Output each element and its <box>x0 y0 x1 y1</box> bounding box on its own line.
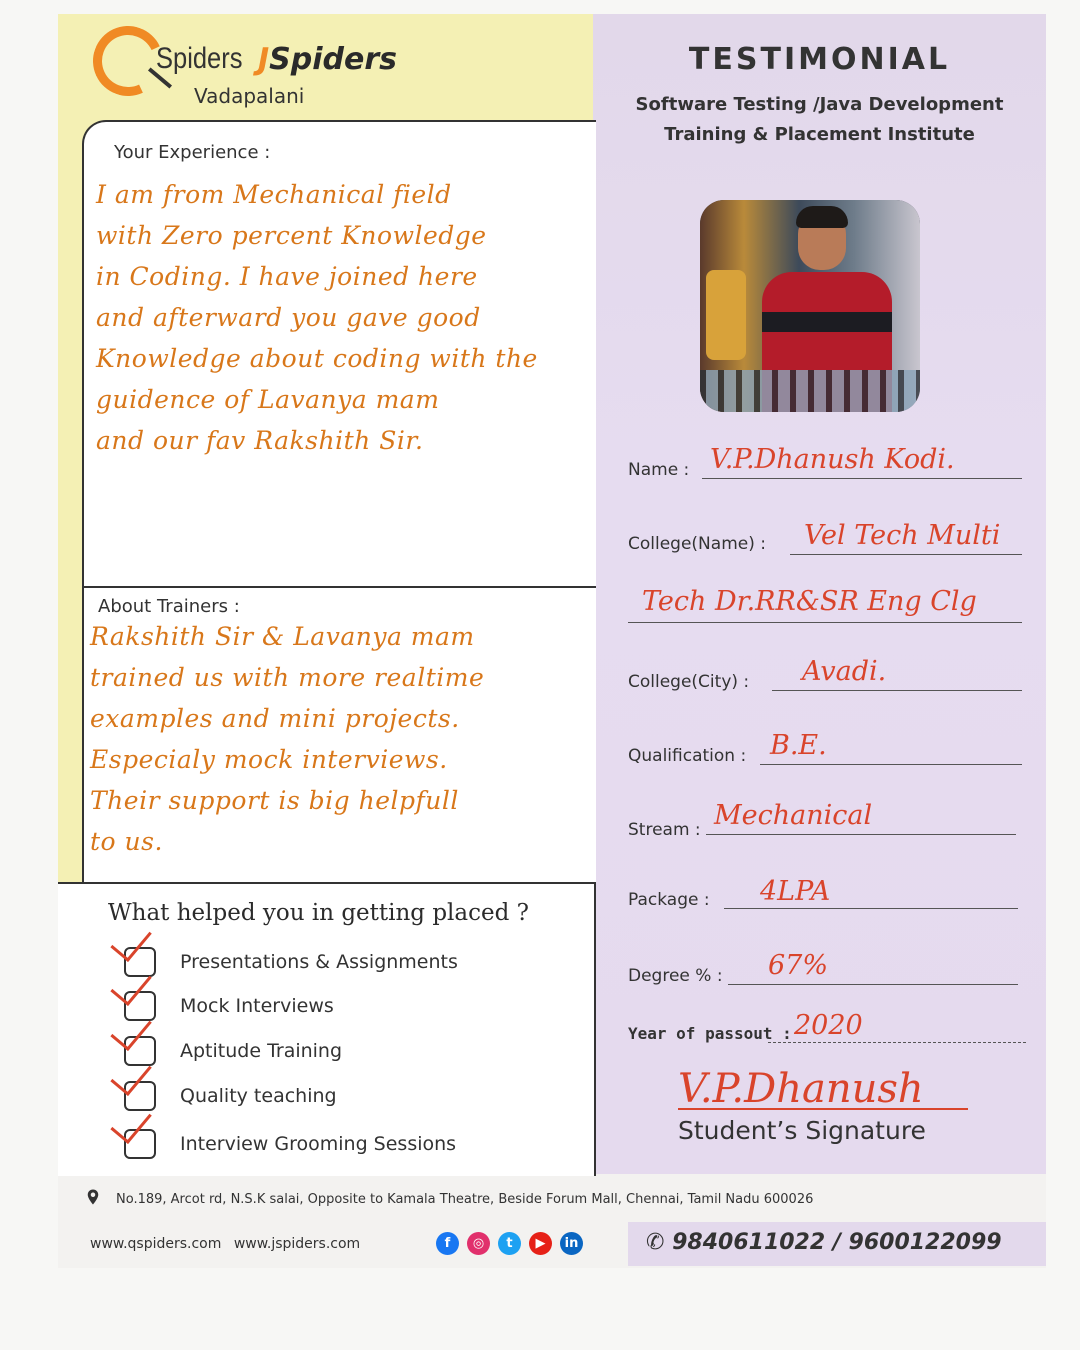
location-pin-icon <box>84 1188 102 1206</box>
testimonial-sheet <box>58 14 1046 1268</box>
college-label: College(Name) : <box>628 534 766 554</box>
checklist-item <box>124 988 334 1024</box>
checklist-item <box>124 1033 342 1069</box>
signature-line <box>678 1108 968 1110</box>
checklist-label: Mock Interviews <box>180 995 334 1017</box>
social-icons <box>436 1232 583 1255</box>
branch-name: Vadapalani <box>194 84 305 108</box>
placement-question: What helped you in getting placed ? <box>108 900 529 926</box>
checklist-item <box>124 1078 337 1114</box>
page-subtitle <box>593 90 1046 150</box>
stream-label: Stream : <box>628 820 701 840</box>
city-label: College(City) : <box>628 672 750 692</box>
websites-text[interactable]: www.qspiders.com www.jspiders.com <box>90 1236 361 1252</box>
trainers-label: About Trainers : <box>98 596 240 617</box>
package-value: 4LPA <box>760 876 831 907</box>
checklist-item <box>124 1126 456 1162</box>
address-text: No.189, Arcot rd, N.S.K salai, Opposite to Kamala Theatre, Beside Forum Mall, Chennai, Tamil Nadu 600026 <box>116 1192 814 1207</box>
college-line-2 <box>628 622 1022 623</box>
checklist-label: Quality teaching <box>180 1085 337 1107</box>
trainers-text: Rakshith Sir & Lavanya mam trained us with more realtime examples and mini projects. Especialy mock interviews. Their support is big helpfull to us. <box>90 622 485 856</box>
city-line <box>772 690 1022 691</box>
package-line <box>724 908 1018 909</box>
phone-text <box>646 1230 1002 1255</box>
checkbox-icon <box>124 1129 156 1159</box>
passout-label: Year of passout : <box>628 1024 792 1043</box>
college-value: Vel Tech Multi <box>804 520 1001 551</box>
degree-label: Degree % : <box>628 966 723 986</box>
page-title: TESTIMONIAL <box>688 42 951 77</box>
degree-value: 67% <box>768 950 829 981</box>
checklist-label: Presentations & Assignments <box>180 951 458 973</box>
stream-line <box>706 834 1016 835</box>
checklist-label: Aptitude Training <box>180 1040 343 1062</box>
college-line <box>790 554 1022 555</box>
qualification-label: Qualification : <box>628 746 747 766</box>
brand-j-letter: J <box>258 42 270 77</box>
name-value: V.P.Dhanush Kodi. <box>710 444 955 475</box>
signature-scribble: V.P.Dhanush <box>678 1066 924 1112</box>
twitter-icon[interactable]: t <box>498 1232 521 1255</box>
linkedin-icon[interactable]: in <box>560 1232 583 1255</box>
experience-text: I am from Mechanical field with Zero percent Knowledge in Coding. I have joined here and afterward you gave good Knowledge about coding with the guidence of Lavanya mam and our fav Rakshith Sir. <box>96 180 538 455</box>
student-photo <box>700 200 920 412</box>
brand-jspiders <box>258 42 397 77</box>
stream-value: Mechanical <box>714 800 873 831</box>
qualification-value: B.E. <box>770 730 827 761</box>
passout-value: 2020 <box>794 1010 863 1041</box>
brand-j-text: Spiders <box>269 42 398 77</box>
experience-label: Your Experience : <box>114 142 271 163</box>
subtitle-line-2: Training & Placement Institute <box>664 124 975 145</box>
package-label: Package : <box>628 890 710 910</box>
name-label: Name : <box>628 460 690 480</box>
college-value-2: Tech Dr.RR&SR Eng Clg <box>642 586 977 617</box>
signature-label: Student’s Signature <box>678 1116 926 1145</box>
qualification-line <box>760 764 1022 765</box>
degree-line <box>728 984 1018 985</box>
instagram-icon[interactable]: ◎ <box>467 1232 490 1255</box>
phone-numbers: 9840611022 / 9600122099 <box>672 1230 1002 1255</box>
phone-icon: ✆ <box>646 1230 673 1255</box>
city-value: Avadi. <box>802 656 887 687</box>
subtitle-line-1: Software Testing /Java Development <box>635 94 1004 115</box>
youtube-icon[interactable]: ▶ <box>529 1232 552 1255</box>
brand-qspiders: Spiders <box>156 42 243 75</box>
checklist-item <box>124 944 458 980</box>
facebook-icon[interactable]: f <box>436 1232 459 1255</box>
name-line <box>702 478 1022 479</box>
passout-line <box>768 1042 1026 1043</box>
checklist-label: Interview Grooming Sessions <box>180 1133 457 1155</box>
